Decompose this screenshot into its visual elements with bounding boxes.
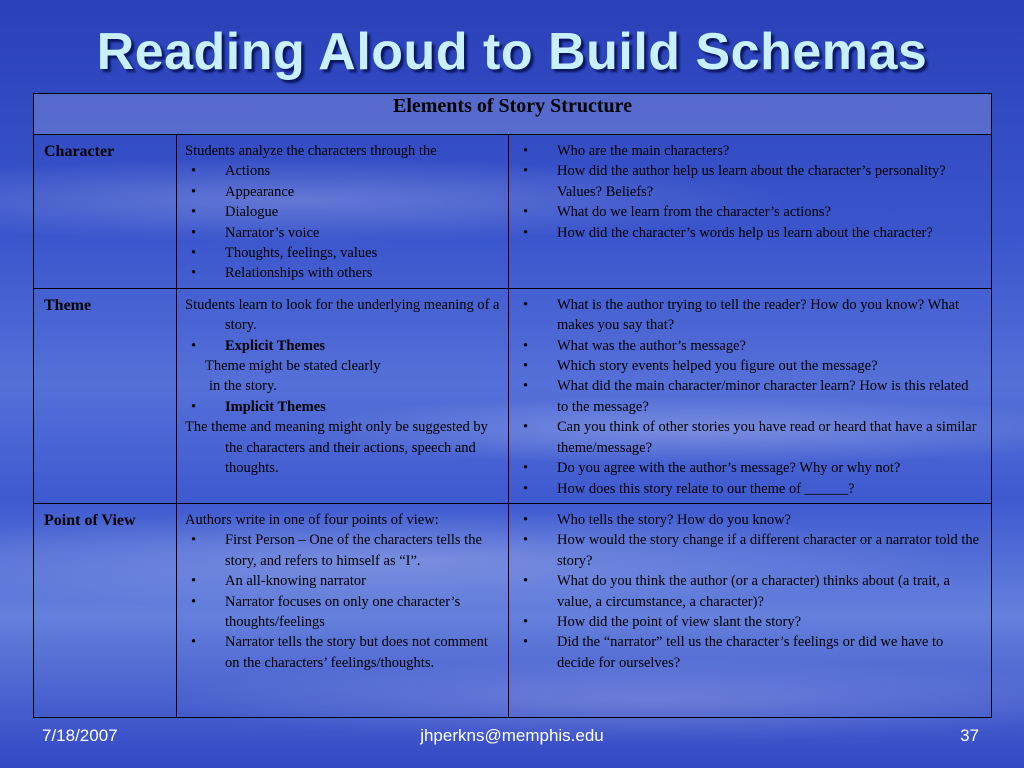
table-row-character [34, 135, 992, 289]
list-item [185, 336, 500, 356]
list-item: • Actions [185, 161, 500, 181]
list-item: • Who tells the story? How do you know? [517, 510, 983, 530]
list-item: • Narrator’s voice [185, 223, 500, 243]
list-item: • What was the author’s message? [517, 336, 983, 356]
list-item: • Which story events helped you figure out the message? [517, 356, 983, 376]
theme-description [177, 288, 509, 503]
list-item: • First Person – One of the characters tells the story, and refers to himself as “I”. [185, 530, 500, 571]
list-item: • How did the point of view slant the story? [517, 612, 983, 632]
list-item: • Who are the main characters? [517, 141, 983, 161]
table-row-theme [34, 288, 992, 503]
theme-explicit-list [185, 336, 500, 356]
list-item [185, 397, 500, 417]
character-intro: Students analyze the characters through the [185, 143, 437, 159]
list-item: • Narrator focuses on only one character’s thoughts/feelings [185, 592, 500, 633]
footer-page-number: 37 [960, 726, 979, 745]
category-character: Character [34, 135, 177, 289]
theme-implicit-list [185, 397, 500, 417]
story-structure-table [33, 93, 992, 718]
category-theme: Theme [34, 288, 177, 503]
list-item: • What do you think the author (or a character) thinks about (a trait, a value, a circumstance, a character)? [517, 571, 983, 612]
list-item: • Dialogue [185, 202, 500, 222]
explicit-themes-line-2: in the story. [209, 378, 277, 395]
table-row-point-of-view [34, 503, 992, 717]
explicit-themes-line-1: Theme might be stated clearly [205, 358, 381, 375]
list-item: • How would the story change if a different character or a narrator told the story? [517, 530, 983, 571]
list-item: • How did the character’s words help us learn about the character? [517, 223, 983, 243]
footer-date: 7/18/2007 [42, 726, 118, 745]
list-item: • What do we learn from the character’s actions? [517, 202, 983, 222]
point-of-view-description [177, 503, 509, 717]
table-header-row [34, 94, 992, 135]
list-item: • How did the author help us learn about the character’s personality? Values? Beliefs? [517, 161, 983, 202]
point-of-view-question-list [517, 510, 983, 673]
theme-question-list [517, 295, 983, 499]
character-question-list [517, 141, 983, 243]
list-item: • Relationships with others [185, 263, 500, 283]
character-description [177, 135, 509, 289]
theme-intro: Students learn to look for the underlying meaning of a story. [185, 296, 500, 334]
slide-title: Reading Aloud to Build Schemas [96, 23, 928, 81]
character-bullet-list [185, 161, 500, 283]
list-item: • Can you think of other stories you have read or heard that have a similar theme/message? [517, 417, 983, 458]
footer-email: jhperkns@memphis.edu [420, 726, 604, 745]
list-item: • What is the author trying to tell the reader? How do you know? What makes you say that? [517, 295, 983, 336]
character-questions [509, 135, 992, 289]
list-item: • An all-knowing narrator [185, 571, 500, 591]
point-of-view-bullet-list [185, 530, 500, 673]
explicit-themes-label: Explicit Themes [225, 337, 326, 354]
list-item: • Narrator tells the story but does not comment on the characters’ feelings/thoughts. [185, 632, 500, 673]
point-of-view-intro: Authors write in one of four points of view: [185, 511, 439, 528]
list-item: • How does this story relate to our theme of ______? [517, 479, 983, 499]
list-item: • Do you agree with the author’s message? Why or why not? [517, 458, 983, 478]
implicit-themes-text: The theme and meaning might only be suggested by the characters and their actions, speech and thoughts. [185, 419, 488, 477]
list-item: • Appearance [185, 182, 500, 202]
theme-questions [509, 288, 992, 503]
category-point-of-view: Point of View [34, 503, 177, 717]
list-item: • What did the main character/minor character learn? How is this related to the message? [517, 376, 983, 417]
implicit-themes-label: Implicit Themes [225, 398, 326, 415]
list-item: • Thoughts, feelings, values [185, 243, 500, 263]
list-item: • Did the “narrator” tell us the character’s feelings or did we have to decide for ourselves? [517, 632, 983, 673]
table-header: Elements of Story Structure [34, 94, 992, 135]
point-of-view-questions [509, 503, 992, 717]
